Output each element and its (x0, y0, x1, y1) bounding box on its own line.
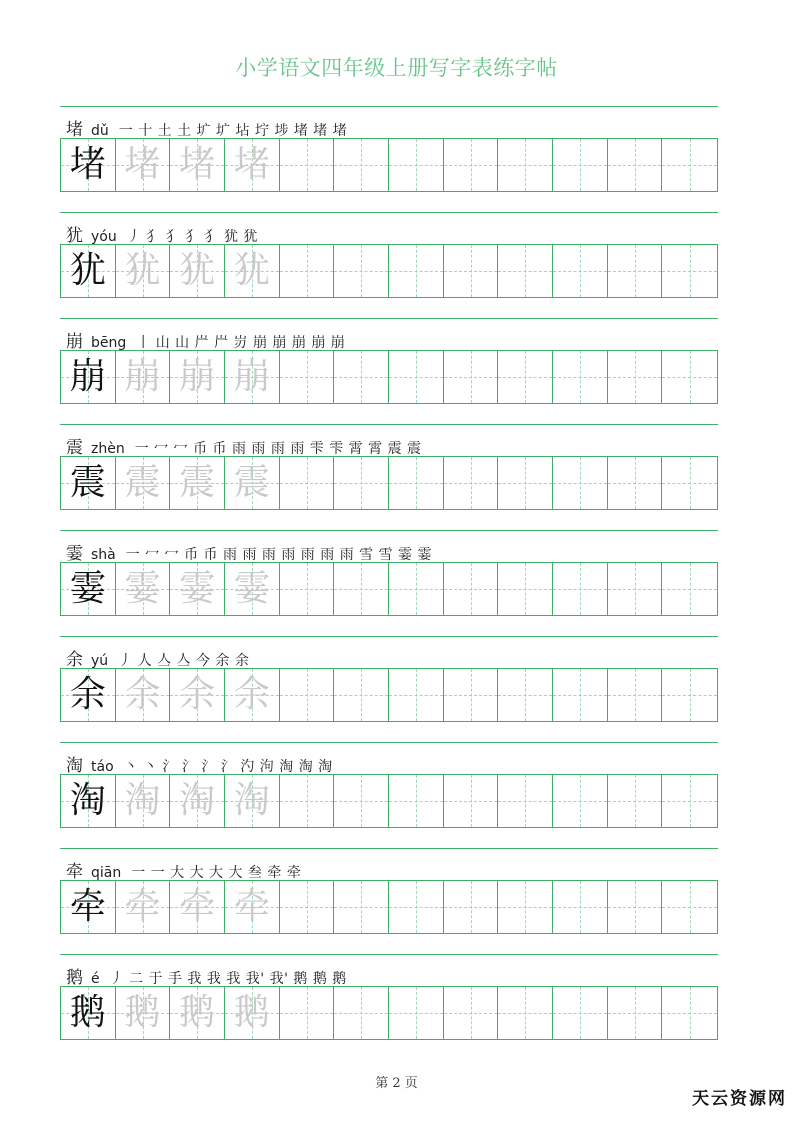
writing-grid (60, 562, 718, 616)
pinyin: zhèn (91, 441, 125, 457)
trace-character: 霎 (233, 568, 270, 609)
stroke-order: 丿 犭 犭 犭 犭 犹 犹 (126, 229, 258, 245)
trace-character: 震 (124, 462, 161, 503)
model-character-cell (61, 563, 116, 615)
empty-practice-cell (662, 563, 717, 615)
trace-character-cell (116, 457, 171, 509)
page-number: 第 2 页 (375, 1076, 418, 1091)
model-character: 淘 (69, 780, 106, 821)
trace-character: 淘 (179, 780, 216, 821)
trace-character: 堵 (179, 144, 216, 185)
trace-character-cell (225, 245, 280, 297)
empty-practice-cell (662, 351, 717, 403)
row-divider (60, 742, 718, 743)
empty-practice-cell (662, 245, 717, 297)
empty-practice-cell (662, 881, 717, 933)
empty-practice-cell (280, 457, 335, 509)
trace-character: 牵 (124, 886, 161, 927)
trace-character-cell (225, 881, 280, 933)
model-character: 堵 (69, 144, 106, 185)
pinyin: bēng (91, 335, 127, 351)
practice-row (60, 424, 718, 529)
model-character: 崩 (69, 356, 106, 397)
model-character: 霎 (69, 568, 106, 609)
trace-character-cell (116, 351, 171, 403)
empty-practice-cell (280, 139, 335, 191)
empty-practice-cell (608, 351, 663, 403)
row-header (66, 221, 258, 246)
empty-practice-cell (608, 139, 663, 191)
model-character-cell (61, 669, 116, 721)
trace-character-cell (116, 775, 171, 827)
empty-practice-cell (662, 139, 717, 191)
trace-character: 鹅 (179, 992, 216, 1033)
row-divider (60, 530, 718, 531)
practice-row (60, 636, 718, 741)
empty-practice-cell (389, 139, 444, 191)
empty-practice-cell (498, 351, 553, 403)
empty-practice-cell (553, 987, 608, 1039)
practice-row (60, 106, 718, 211)
empty-practice-cell (444, 987, 499, 1039)
row-header (66, 115, 348, 140)
empty-practice-cell (334, 881, 389, 933)
practice-row (60, 530, 718, 635)
trace-character: 犹 (233, 250, 270, 291)
stroke-order: 丿 二 于 手 我 我 我 我' 我' 鹅 鹅 鹅 (109, 971, 347, 987)
empty-practice-cell (553, 669, 608, 721)
trace-character: 鹅 (233, 992, 270, 1033)
trace-character-cell (225, 139, 280, 191)
model-character-cell (61, 245, 116, 297)
practice-row (60, 318, 718, 423)
trace-character-cell (116, 881, 171, 933)
header-character: 犹 (66, 226, 83, 246)
writing-grid (60, 668, 718, 722)
empty-practice-cell (498, 139, 553, 191)
trace-character: 余 (233, 674, 270, 715)
row-header (66, 963, 347, 988)
header-character: 牵 (66, 862, 83, 882)
row-divider (60, 424, 718, 425)
empty-practice-cell (662, 457, 717, 509)
row-divider (60, 318, 718, 319)
trace-character: 犹 (179, 250, 216, 291)
empty-practice-cell (389, 245, 444, 297)
row-header (66, 857, 302, 882)
stroke-order: 一 十 土 土 圹 圹 坫 坾 埗 堵 堵 堵 (118, 123, 348, 139)
empty-practice-cell (280, 881, 335, 933)
header-character: 霎 (66, 544, 83, 564)
empty-practice-cell (334, 669, 389, 721)
trace-character: 淘 (233, 780, 270, 821)
trace-character: 崩 (233, 356, 270, 397)
empty-practice-cell (608, 775, 663, 827)
model-character-cell (61, 881, 116, 933)
empty-practice-cell (498, 669, 553, 721)
trace-character: 堵 (124, 144, 161, 185)
empty-practice-cell (444, 775, 499, 827)
empty-practice-cell (334, 457, 389, 509)
empty-practice-cell (608, 881, 663, 933)
empty-practice-cell (389, 987, 444, 1039)
header-character: 堵 (66, 120, 83, 140)
trace-character: 犹 (124, 250, 161, 291)
trace-character: 牵 (179, 886, 216, 927)
stroke-order: 丿 人 亼 亼 今 余 余 (118, 653, 250, 669)
empty-practice-cell (389, 351, 444, 403)
empty-practice-cell (553, 245, 608, 297)
model-character: 震 (69, 462, 106, 503)
empty-practice-cell (553, 881, 608, 933)
stroke-order: 丶 丶 氵 氵 氵 氵 汋 泃 淘 淘 淘 (123, 759, 333, 775)
empty-practice-cell (498, 775, 553, 827)
empty-practice-cell (498, 987, 553, 1039)
pinyin: é (91, 971, 100, 987)
model-character-cell (61, 139, 116, 191)
empty-practice-cell (553, 351, 608, 403)
model-character: 犹 (69, 250, 106, 291)
practice-row (60, 212, 718, 317)
empty-practice-cell (553, 139, 608, 191)
trace-character: 牵 (233, 886, 270, 927)
row-header (66, 433, 422, 458)
trace-character-cell (170, 881, 225, 933)
page-title: 小学语文四年级上册写字表练字帖 (235, 56, 558, 80)
stroke-order: 一 冖 冖 币 币 雨 雨 雨 雨 雨 雨 雨 雪 雪 霎 霎 (125, 547, 433, 563)
trace-character: 余 (179, 674, 216, 715)
model-character: 鹅 (69, 992, 106, 1033)
writing-grid (60, 986, 718, 1040)
empty-practice-cell (662, 775, 717, 827)
trace-character-cell (170, 139, 225, 191)
trace-character: 鹅 (124, 992, 161, 1033)
row-divider (60, 106, 718, 107)
writing-grid (60, 350, 718, 404)
empty-practice-cell (498, 881, 553, 933)
pinyin: qiān (91, 865, 122, 881)
empty-practice-cell (662, 669, 717, 721)
pinyin: yú (91, 653, 109, 669)
pinyin: dǔ (91, 123, 109, 139)
trace-character-cell (225, 669, 280, 721)
row-header (66, 645, 250, 670)
row-divider (60, 212, 718, 213)
empty-practice-cell (334, 563, 389, 615)
header-character: 鹅 (66, 968, 83, 988)
empty-practice-cell (280, 563, 335, 615)
writing-grid (60, 880, 718, 934)
trace-character-cell (225, 457, 280, 509)
trace-character: 霎 (124, 568, 161, 609)
empty-practice-cell (498, 563, 553, 615)
stroke-order: 丨 山 山 屵 屵 岃 崩 崩 崩 崩 崩 (136, 335, 346, 351)
practice-row (60, 954, 718, 1059)
empty-practice-cell (444, 139, 499, 191)
model-character-cell (61, 987, 116, 1039)
model-character: 余 (69, 674, 106, 715)
practice-row (60, 848, 718, 953)
trace-character: 霎 (179, 568, 216, 609)
empty-practice-cell (389, 669, 444, 721)
empty-practice-cell (662, 987, 717, 1039)
trace-character-cell (225, 351, 280, 403)
empty-practice-cell (334, 775, 389, 827)
empty-practice-cell (334, 245, 389, 297)
row-divider (60, 954, 718, 955)
row-divider (60, 848, 718, 849)
trace-character-cell (116, 245, 171, 297)
model-character-cell (61, 775, 116, 827)
empty-practice-cell (389, 457, 444, 509)
model-character-cell (61, 457, 116, 509)
empty-practice-cell (334, 139, 389, 191)
header-character: 震 (66, 438, 83, 458)
trace-character-cell (170, 987, 225, 1039)
header-character: 崩 (66, 332, 83, 352)
writing-grid (60, 244, 718, 298)
empty-practice-cell (608, 563, 663, 615)
pinyin: shà (91, 547, 116, 563)
writing-grid (60, 456, 718, 510)
empty-practice-cell (444, 245, 499, 297)
empty-practice-cell (280, 245, 335, 297)
empty-practice-cell (444, 351, 499, 403)
empty-practice-cell (553, 563, 608, 615)
trace-character: 震 (233, 462, 270, 503)
empty-practice-cell (608, 457, 663, 509)
writing-grid (60, 138, 718, 192)
trace-character: 崩 (124, 356, 161, 397)
empty-practice-cell (389, 563, 444, 615)
practice-row (60, 742, 718, 847)
trace-character: 淘 (124, 780, 161, 821)
empty-practice-cell (444, 881, 499, 933)
row-header (66, 539, 433, 564)
pinyin: táo (91, 759, 114, 775)
empty-practice-cell (553, 775, 608, 827)
trace-character-cell (116, 563, 171, 615)
pinyin: yóu (91, 229, 117, 245)
empty-practice-cell (608, 245, 663, 297)
empty-practice-cell (389, 775, 444, 827)
model-character-cell (61, 351, 116, 403)
row-header (66, 751, 333, 776)
empty-practice-cell (280, 669, 335, 721)
trace-character-cell (225, 775, 280, 827)
empty-practice-cell (280, 775, 335, 827)
trace-character-cell (116, 987, 171, 1039)
trace-character: 堵 (233, 144, 270, 185)
writing-grid (60, 774, 718, 828)
trace-character-cell (225, 987, 280, 1039)
trace-character-cell (170, 245, 225, 297)
empty-practice-cell (608, 669, 663, 721)
empty-practice-cell (608, 987, 663, 1039)
empty-practice-cell (389, 881, 444, 933)
trace-character-cell (116, 139, 171, 191)
empty-practice-cell (498, 245, 553, 297)
empty-practice-cell (444, 669, 499, 721)
watermark: 天云资源网 (692, 1089, 787, 1109)
empty-practice-cell (553, 457, 608, 509)
trace-character-cell (170, 669, 225, 721)
model-character: 牵 (69, 886, 106, 927)
trace-character: 震 (179, 462, 216, 503)
trace-character-cell (170, 457, 225, 509)
row-header (66, 327, 346, 352)
empty-practice-cell (498, 457, 553, 509)
header-character: 淘 (66, 756, 83, 776)
empty-practice-cell (334, 351, 389, 403)
stroke-order: 一 一 大 大 大 大 叁 牵 牵 (131, 865, 302, 881)
trace-character: 余 (124, 674, 161, 715)
empty-practice-cell (444, 457, 499, 509)
trace-character: 崩 (179, 356, 216, 397)
header-character: 余 (66, 650, 83, 670)
empty-practice-cell (334, 987, 389, 1039)
trace-character-cell (170, 775, 225, 827)
trace-character-cell (170, 563, 225, 615)
empty-practice-cell (280, 351, 335, 403)
trace-character-cell (170, 351, 225, 403)
empty-practice-cell (444, 563, 499, 615)
trace-character-cell (225, 563, 280, 615)
stroke-order: 一 冖 冖 币 币 雨 雨 雨 雨 雫 雫 霄 霄 震 震 (134, 441, 422, 457)
row-divider (60, 636, 718, 637)
trace-character-cell (116, 669, 171, 721)
empty-practice-cell (280, 987, 335, 1039)
